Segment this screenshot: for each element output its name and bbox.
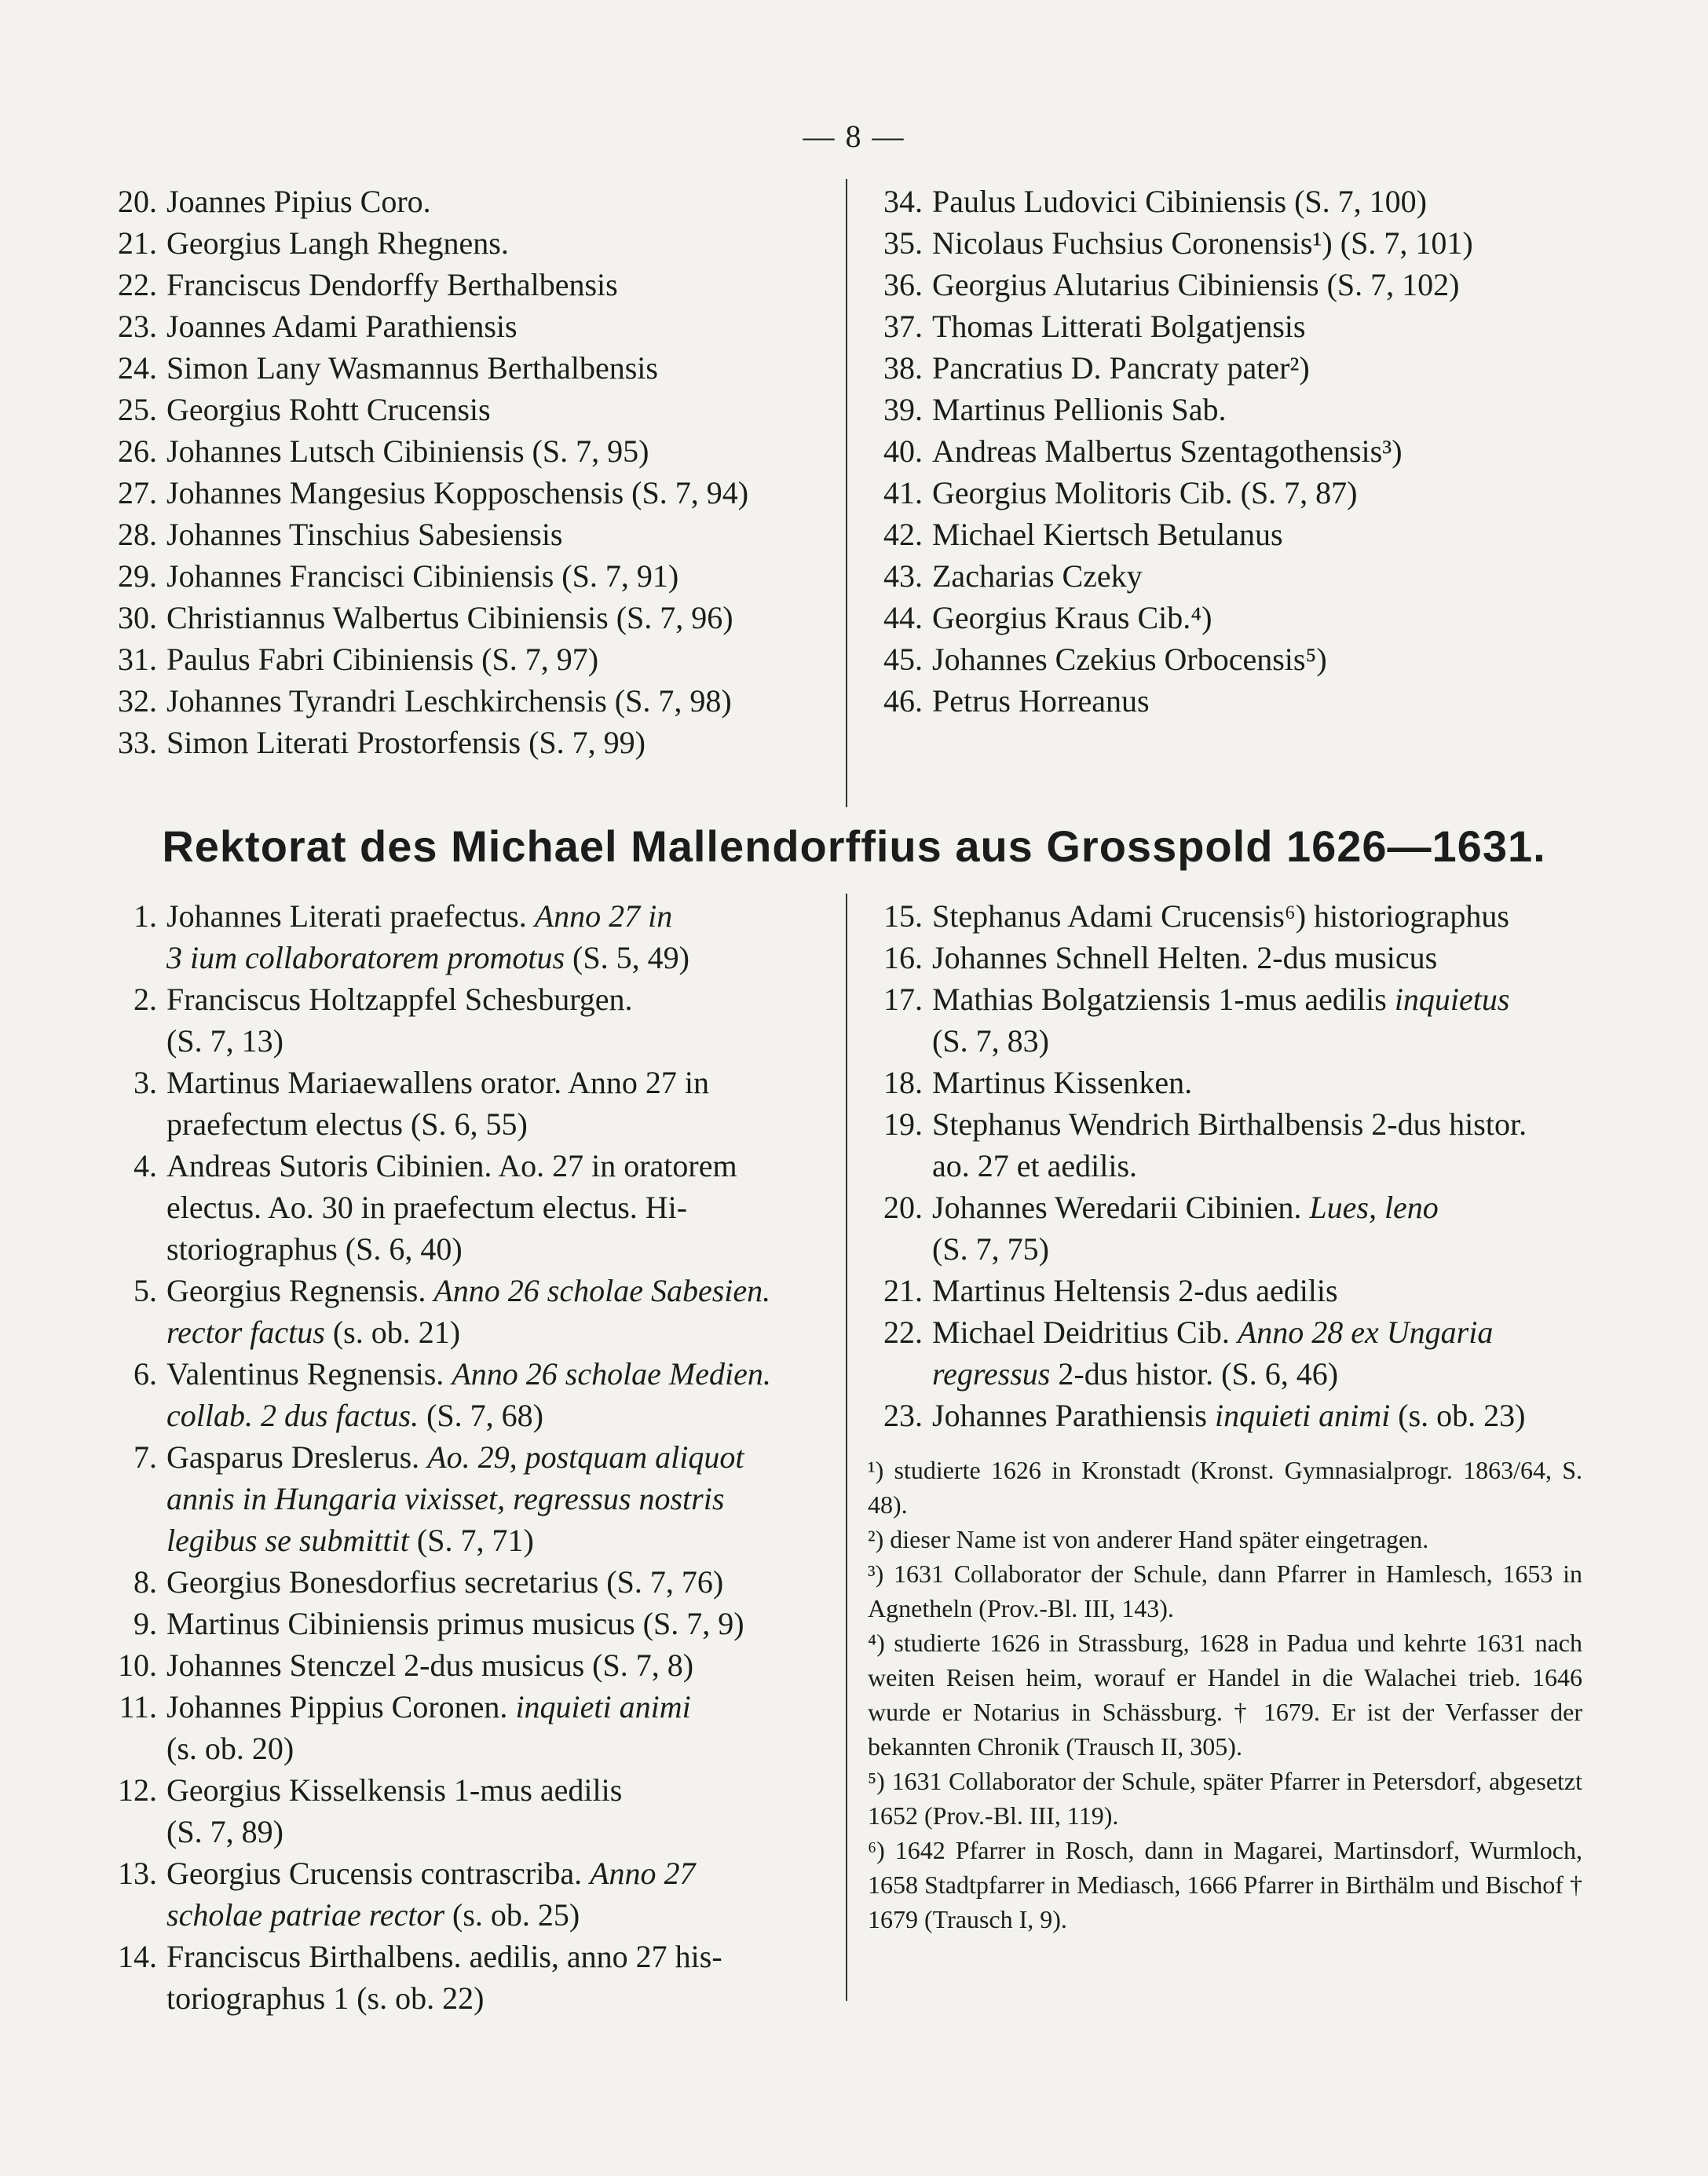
list-entry: [860, 514, 1645, 555]
entry-continuation: [94, 1520, 840, 1561]
entry-number: 33.: [118, 725, 157, 760]
entry-number: 20.: [118, 184, 157, 219]
entry-plain: Georgius Regnensis.: [166, 1273, 434, 1308]
entry-plain: praefectum electus (S. 6, 55): [166, 1106, 528, 1142]
entry-italic: legibus se submittit: [166, 1523, 409, 1558]
list-entry: [94, 597, 840, 638]
entry-plain: Pancratius D. Pancraty pater²): [932, 350, 1310, 386]
entry-number: 6.: [133, 1356, 157, 1392]
entry-plain-tail: (s. ob. 23): [1390, 1398, 1526, 1433]
entry-number: 28.: [118, 517, 157, 552]
entry-number: 40.: [883, 433, 923, 469]
entry-plain: Martinus Heltensis 2-dus aedilis: [932, 1273, 1338, 1308]
entry-plain: Johannes Schnell Helten. 2-dus musicus: [932, 940, 1438, 975]
entry-number: 25.: [118, 392, 157, 427]
entry-text: [166, 1020, 283, 1062]
entry-number: 22.: [118, 267, 157, 302]
entry-text: [932, 597, 1212, 638]
footnote: ²) dieser Name ist von anderer Hand später eingetragen.: [868, 1525, 1429, 1553]
entry-italic: scholae patriae rector: [166, 1897, 445, 1933]
entry-text: [166, 1811, 283, 1852]
top-left-list: [94, 181, 840, 763]
list-entry: [860, 222, 1645, 264]
list-entry: [94, 1603, 840, 1644]
entry-italic: inquieti animi: [515, 1689, 691, 1724]
list-entry: [860, 264, 1645, 305]
entry-plain: Georgius Alutarius Cibiniensis (S. 7, 102): [932, 267, 1460, 302]
entry-text: [932, 895, 1509, 937]
bottom-left-list: [94, 895, 840, 2019]
entry-text: [932, 1311, 1493, 1353]
list-entry: [860, 597, 1645, 638]
entry-plain: Simon Lany Wasmannus Berthalbensis: [166, 350, 658, 386]
entry-number: 21.: [118, 225, 157, 261]
entry-plain: (S. 5, 49): [565, 940, 689, 975]
footnote: ⁴) studierte 1626 in Strassburg, 1628 in Padua und kehrte 1631 nach weiten Reisen heim, worauf er Handel in die Walachei trieb. 1646 wurde er Notarius in Schässburg. † 1679. Er ist der Verfasser der bekannten Chronik (Trausch II, 305).: [868, 1629, 1582, 1761]
entry-continuation: [860, 1228, 1645, 1270]
entry-plain: Johannes Parathiensis: [932, 1398, 1215, 1433]
entry-number: 7.: [133, 1439, 157, 1475]
list-entry: [94, 430, 840, 472]
list-entry: [860, 305, 1645, 347]
entry-number: 19.: [883, 1106, 923, 1142]
entry-text: [166, 1353, 771, 1395]
entry-plain: Johannes Czekius Orbocensis⁵): [932, 642, 1327, 677]
entry-text: [166, 222, 509, 264]
entry-number: 37.: [883, 309, 923, 344]
entry-continuation: [94, 1977, 840, 2019]
footnote: ¹) studierte 1626 in Kronstadt (Kronst. Gymnasialprogr. 1863/64, S. 48).: [868, 1456, 1582, 1519]
list-entry: [860, 389, 1645, 430]
list-entry: [94, 1686, 840, 1728]
entry-number: 31.: [118, 642, 157, 677]
entry-number: 35.: [883, 225, 923, 261]
entry-number: 20.: [883, 1190, 923, 1225]
entry-number: 43.: [883, 558, 923, 594]
entry-text: [166, 1644, 693, 1686]
entry-number: 44.: [883, 600, 923, 635]
entry-plain: Valentinus Regnensis.: [166, 1356, 452, 1392]
entry-text: [166, 1603, 744, 1644]
list-entry: [860, 638, 1645, 680]
entry-plain: Georgius Kisselkensis 1-mus aedilis: [166, 1772, 623, 1808]
list-entry: [94, 1852, 840, 1894]
bottom-right-list: [860, 895, 1645, 1436]
entry-text: [166, 347, 658, 389]
entry-plain: Stephanus Adami Crucensis⁶) historiographus: [932, 898, 1509, 934]
entry-continuation: [94, 1103, 840, 1145]
list-entry: [860, 347, 1645, 389]
list-entry: [94, 514, 840, 555]
list-entry: [94, 1936, 840, 1977]
entry-continuation: [94, 1311, 840, 1353]
entry-text: [166, 1062, 709, 1103]
entry-text: [932, 305, 1305, 347]
list-entry: [860, 1187, 1645, 1228]
entry-text: [932, 222, 1473, 264]
entry-plain: Paulus Ludovici Cibiniensis (S. 7, 100): [932, 184, 1427, 219]
entry-number: 16.: [883, 940, 923, 975]
list-entry: [860, 1311, 1645, 1353]
entry-plain: (s. ob. 25): [444, 1897, 580, 1933]
entry-plain: Michael Deidritius Cib.: [932, 1315, 1238, 1350]
footnote: ⁶) 1642 Pfarrer in Rosch, dann in Magarei, Martinsdorf, Wurmloch, 1658 Stadtpfarrer in Mediasch, 1666 Pfarrer in Birthälm und Bischof † 1679 (Trausch I, 9).: [868, 1836, 1582, 1933]
entry-plain: storiographus (S. 6, 40): [166, 1231, 463, 1267]
entry-text: [166, 1478, 724, 1520]
entry-italic: Anno 26 scholae Medien.: [452, 1356, 771, 1392]
entry-text: [166, 1894, 580, 1936]
entry-number: 23.: [883, 1398, 923, 1433]
entry-plain: Michael Kiertsch Betulanus: [932, 517, 1283, 552]
entry-plain: Johannes Stenczel 2-dus musicus (S. 7, 8): [166, 1648, 694, 1683]
entry-number: 8.: [133, 1564, 157, 1600]
list-entry: [860, 181, 1645, 222]
entry-number: 22.: [883, 1315, 923, 1350]
entry-text: [166, 1936, 722, 1977]
list-entry: [94, 264, 840, 305]
entry-number: 30.: [118, 600, 157, 635]
footnotes: [868, 1453, 1582, 1936]
entry-plain: Joannes Adami Parathiensis: [166, 309, 518, 344]
entry-plain: Stephanus Wendrich Birthalbensis 2-dus histor.: [932, 1106, 1527, 1142]
entry-number: 42.: [883, 517, 923, 552]
entry-plain: Johannes Tinschius Sabesiensis: [166, 517, 563, 552]
entry-text: [932, 1270, 1338, 1311]
entry-continuation: [94, 1020, 840, 1062]
footnote: ⁵) 1631 Collaborator der Schule, später Pfarrer in Petersdorf, abgesetzt 1652 (Prov.-Bl. III, 119).: [868, 1767, 1582, 1830]
entry-plain: (S. 7, 71): [408, 1523, 534, 1558]
entry-number: 15.: [883, 898, 923, 934]
entry-number: 2.: [133, 982, 157, 1017]
column-divider-top: [846, 179, 847, 807]
entry-plain: Thomas Litterati Bolgatjensis: [932, 309, 1306, 344]
entry-plain: Joannes Pipius Coro.: [166, 184, 431, 219]
entry-continuation: [94, 937, 840, 978]
entry-text: [932, 1062, 1192, 1103]
entry-italic: rector factus: [166, 1315, 325, 1350]
entry-plain: (s. ob. 21): [324, 1315, 461, 1350]
column-divider-bottom: [846, 894, 847, 2001]
entry-number: 4.: [133, 1148, 157, 1183]
list-entry: [94, 305, 840, 347]
entry-text: [166, 514, 563, 555]
entry-plain: Johannes Tyrandri Leschkirchensis (S. 7, 98): [166, 683, 732, 719]
entry-plain: (S. 7, 83): [932, 1023, 1049, 1059]
entry-text: [166, 430, 649, 472]
entry-text: [166, 1977, 484, 2019]
list-entry: [94, 347, 840, 389]
entry-italic: annis in Hungaria vixisset, regressus nostris: [166, 1481, 725, 1516]
entry-text: [166, 1311, 460, 1353]
entry-plain: Georgius Bonesdorfius secretarius (S. 7, 76): [166, 1564, 724, 1600]
list-entry: [94, 1270, 840, 1311]
entry-plain: (S. 7, 75): [932, 1231, 1049, 1267]
entry-text: [166, 978, 633, 1020]
entry-number: 21.: [883, 1273, 923, 1308]
entry-plain: Georgius Molitoris Cib. (S. 7, 87): [932, 475, 1358, 510]
entry-plain: Franciscus Birthalbens. aedilis, anno 27 his-: [166, 1939, 722, 1974]
entry-text: [932, 937, 1437, 978]
entry-text: [166, 937, 689, 978]
entry-text: [166, 1436, 744, 1478]
entry-number: 34.: [883, 184, 923, 219]
entry-italic: Ao. 29, postquam aliquot: [427, 1439, 744, 1475]
list-entry: [860, 1103, 1645, 1145]
entry-number: 46.: [883, 683, 923, 719]
entry-number: 36.: [883, 267, 923, 302]
list-entry: [860, 555, 1645, 597]
entry-plain: (S. 7, 68): [419, 1398, 543, 1433]
entry-text: [166, 597, 733, 638]
entry-text: [166, 181, 431, 222]
list-entry: [860, 937, 1645, 978]
entry-text: [166, 1103, 528, 1145]
list-entry: [94, 638, 840, 680]
entry-plain: electus. Ao. 30 in praefectum electus. Hi-: [166, 1190, 688, 1225]
entry-text: [166, 1228, 463, 1270]
entry-text: [166, 1728, 294, 1769]
entry-italic: collab. 2 dus factus.: [166, 1398, 419, 1433]
entry-number: 45.: [883, 642, 923, 677]
entry-text: [932, 430, 1403, 472]
entry-plain: Andreas Malbertus Szentagothensis³): [932, 433, 1403, 469]
entry-number: 10.: [118, 1648, 157, 1683]
entry-plain: Georgius Kraus Cib.⁴): [932, 600, 1212, 635]
entry-text: [932, 638, 1327, 680]
entry-plain: ao. 27 et aedilis.: [932, 1148, 1138, 1183]
entry-number: 1.: [133, 898, 157, 934]
entry-plain: Martinus Mariaewallens orator. Anno 27 in: [166, 1065, 709, 1100]
entry-plain: Johannes Pippius Coronen.: [166, 1689, 516, 1724]
entry-text: [932, 347, 1310, 389]
list-entry: [94, 181, 840, 222]
list-entry: [94, 472, 840, 514]
entry-plain: 2-dus histor. (S. 6, 46): [1050, 1356, 1339, 1392]
entry-text: [166, 1561, 723, 1603]
entry-plain: (S. 7, 89): [166, 1814, 283, 1849]
entry-text: [166, 638, 598, 680]
entry-plain: Martinus Kissenken.: [932, 1065, 1193, 1100]
entry-number: 23.: [118, 309, 157, 344]
entry-number: 13.: [118, 1856, 157, 1891]
entry-text: [932, 555, 1143, 597]
entry-text: [166, 895, 672, 937]
entry-text: [932, 1353, 1338, 1395]
entry-plain: Johannes Literati praefectus.: [166, 898, 535, 934]
entry-number: 17.: [883, 982, 923, 1017]
entry-continuation: [94, 1187, 840, 1228]
entry-italic: Anno 27: [590, 1856, 696, 1891]
entry-text: [166, 1686, 691, 1728]
entry-continuation: [94, 1478, 840, 1520]
list-entry: [94, 895, 840, 937]
entry-number: 5.: [133, 1273, 157, 1308]
entry-number: 27.: [118, 475, 157, 510]
entry-text: [932, 1187, 1439, 1228]
entry-plain: (s. ob. 20): [166, 1731, 294, 1766]
list-entry: [94, 1769, 840, 1811]
list-entry: [94, 680, 840, 722]
entry-continuation: [94, 1728, 840, 1769]
entry-plain: Georgius Crucensis contrascriba.: [166, 1856, 591, 1891]
entry-italic: regressus: [932, 1356, 1051, 1392]
entry-italic: Anno 28 ex Ungaria: [1237, 1315, 1494, 1350]
list-entry: [860, 430, 1645, 472]
entry-continuation: [94, 1811, 840, 1852]
entry-italic: Anno 27 in: [534, 898, 673, 934]
entry-italic: inquietus: [1394, 982, 1510, 1017]
entry-italic: inquieti animi: [1214, 1398, 1391, 1433]
entry-text: [166, 305, 518, 347]
entry-plain: Johannes Francisci Cibiniensis (S. 7, 91): [166, 558, 679, 594]
list-entry: [860, 978, 1645, 1020]
entry-continuation: [94, 1228, 840, 1270]
entry-number: 18.: [883, 1065, 923, 1100]
entry-plain: Martinus Pellionis Sab.: [932, 392, 1227, 427]
entry-text: [166, 1520, 534, 1561]
entry-italic: Lues, leno: [1309, 1190, 1439, 1225]
entry-plain: Johannes Weredarii Cibinien.: [932, 1190, 1310, 1225]
list-entry: [94, 722, 840, 763]
entry-text: [932, 1395, 1526, 1436]
entry-text: [932, 978, 1509, 1020]
entry-text: [166, 389, 491, 430]
list-entry: [94, 222, 840, 264]
entry-text: [932, 514, 1283, 555]
entry-number: 9.: [133, 1606, 157, 1641]
entry-text: [166, 1395, 543, 1436]
entry-text: [166, 1852, 696, 1894]
entry-text: [932, 389, 1226, 430]
entry-text: [166, 1769, 622, 1811]
entry-number: 26.: [118, 433, 157, 469]
entry-plain: Christiannus Walbertus Cibiniensis (S. 7, 96): [166, 600, 733, 635]
list-entry: [860, 1062, 1645, 1103]
entry-number: 32.: [118, 683, 157, 719]
top-right-list: [860, 181, 1645, 722]
list-entry: [860, 1270, 1645, 1311]
entry-text: [166, 680, 732, 722]
entry-continuation: [860, 1020, 1645, 1062]
entry-number: 3.: [133, 1065, 157, 1100]
entry-plain: Zacharias Czeky: [932, 558, 1143, 594]
page-number: — 8 —: [803, 119, 905, 154]
entry-continuation: [860, 1145, 1645, 1187]
entry-plain: Mathias Bolgatziensis 1-mus aedilis: [932, 982, 1395, 1017]
entry-plain: Simon Literati Prostorfensis (S. 7, 99): [166, 725, 646, 760]
entry-number: 39.: [883, 392, 923, 427]
entry-continuation: [94, 1894, 840, 1936]
entry-plain: (S. 7, 13): [166, 1023, 283, 1059]
entry-plain: Franciscus Holtzappfel Schesburgen.: [166, 982, 633, 1017]
entry-plain: Franciscus Dendorffy Berthalbensis: [166, 267, 618, 302]
entry-text: [166, 1187, 687, 1228]
list-entry: [94, 1353, 840, 1395]
entry-text: [166, 722, 646, 763]
entry-text: [932, 1145, 1137, 1187]
entry-text: [166, 1145, 737, 1187]
entry-number: 29.: [118, 558, 157, 594]
entry-number: 24.: [118, 350, 157, 386]
entry-plain: Georgius Langh Rhegnens.: [166, 225, 509, 261]
list-entry: [860, 680, 1645, 722]
list-entry: [860, 1395, 1645, 1436]
list-entry: [860, 895, 1645, 937]
entry-text: [932, 264, 1459, 305]
entry-text: [932, 181, 1427, 222]
footnote: ³) 1631 Collaborator der Schule, dann Pfarrer in Hamlesch, 1653 in Agnetheln (Prov.-Bl. III, 143).: [868, 1560, 1582, 1622]
section-heading: Rektorat des Michael Mallendorffius aus Grosspold 1626—1631.: [162, 821, 1546, 871]
entry-plain: Nicolaus Fuchsius Coronensis¹) (S. 7, 101): [932, 225, 1473, 261]
list-entry: [860, 472, 1645, 514]
entry-plain: toriographus 1 (s. ob. 22): [166, 1980, 485, 2016]
entry-plain: Martinus Cibiniensis primus musicus (S. 7, 9): [166, 1606, 744, 1641]
list-entry: [94, 1561, 840, 1603]
entry-plain: Paulus Fabri Cibiniensis (S. 7, 97): [166, 642, 599, 677]
entry-text: [166, 472, 748, 514]
list-entry: [94, 1062, 840, 1103]
entry-plain: Gasparus Dreslerus.: [166, 1439, 428, 1475]
entry-text: [932, 1228, 1049, 1270]
entry-plain: Johannes Mangesius Kopposchensis (S. 7, 94): [166, 475, 749, 510]
entry-number: 14.: [118, 1939, 157, 1974]
entry-plain: Georgius Rohtt Crucensis: [166, 392, 491, 427]
list-entry: [94, 389, 840, 430]
entry-text: [932, 472, 1358, 514]
entry-number: 38.: [883, 350, 923, 386]
list-entry: [94, 555, 840, 597]
entry-number: 12.: [118, 1772, 157, 1808]
entry-text: [932, 1103, 1527, 1145]
entry-text: [932, 1020, 1049, 1062]
entry-plain: Johannes Lutsch Cibiniensis (S. 7, 95): [166, 433, 649, 469]
list-entry: [94, 1145, 840, 1187]
entry-text: [166, 555, 678, 597]
entry-plain: Petrus Horreanus: [932, 683, 1150, 719]
entry-continuation: [860, 1353, 1645, 1395]
entry-text: [166, 264, 618, 305]
entry-text: [932, 680, 1150, 722]
entry-number: 11.: [119, 1689, 157, 1724]
list-entry: [94, 978, 840, 1020]
entry-italic: Anno 26 scholae Sabesien.: [433, 1273, 771, 1308]
entry-text: [166, 1270, 770, 1311]
list-entry: [94, 1644, 840, 1686]
list-entry: [94, 1436, 840, 1478]
entry-continuation: [94, 1395, 840, 1436]
entry-number: 41.: [883, 475, 923, 510]
entry-italic: 3 ium collaboratorem promotus: [166, 940, 565, 975]
entry-plain: Andreas Sutoris Cibinien. Ao. 27 in oratorem: [166, 1148, 737, 1183]
